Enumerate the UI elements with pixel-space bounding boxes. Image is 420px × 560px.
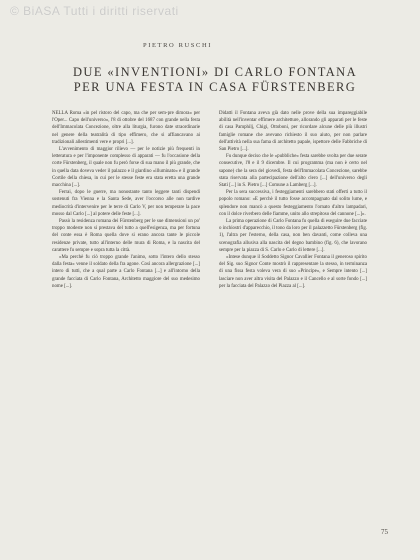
paragraph: Ferrai, dopo le guerre, ma nonostante tanto leggere tanti dispendi sostenuti fra Vienna e la Santa Sede, aver l'occorso alle non tardive mediocrità d'intervenire per le terre di Carlo V, per non temperare la pace mosso dal Carlo [...] al potere delle feste [...]. xyxy=(52,190,200,217)
paragraph: Passò la residenza romana dei Fürstenberg per le sue dimensioni un po' troppo modeste non si prestava del tutto a quell'esigenza, ma per fortuna del conte essa è Roma quella dove si erano ancora tante le piccole residenze private, tutto all'interno delle mura di Roma, e la nascita del carattere fu sempre e sopra tutta la città. xyxy=(52,219,200,253)
left-column xyxy=(52,110,200,290)
article-title xyxy=(70,65,360,95)
author-name: PIETRO RUSCHI xyxy=(143,42,213,49)
paragraph: Fu dunque deciso che le «pubbliche» festa sarebbe svolta per due serate consecutive, l'8 e il 9 dicembre. Il cui programma (ma non è certo nel sapone) che la sera del giovedì, festa dell'Immacolata Concezione, sarebbe stata riservata alla partecipazione dell'alto clero [...] dell'universo degli Stati [...] in S. Pietro [...] Comune a Lamberg [...]. xyxy=(219,154,367,189)
paragraph: L'avvenimento di maggior rilievo — per le notizie più frequenti in letteratura e per l'imponente complesso di apparati — fu l'occasione della corte Fürstenberg, il quale non fu però forse di sua mano il più grande, che in quella data doveva veder il palazzo e il giardino «illuminato» e il grande Cortile della chiesa, in cui per le stesse feste era stata eretta una grande macchina [...]. xyxy=(52,147,200,189)
paragraph: La prima operazione di Carlo Fontana fu quella di eseguire due facciate o inchiostri d'apparecchio, il tono da loro per il palazzetto Fürstenberg (fig. 1), l'altra per l'esterno, della casa, non ben davanti, come colleva una scenografia allusiva alla nascita del degno bambino (fig. 6), che lavorano sempre per la piazza di S. Carlo e Carlo di lettere [...]. xyxy=(219,219,367,253)
right-column xyxy=(219,110,367,290)
paragraph: Per la sera successiva, i festeggiamenti sarebbero stati offerti a tutto il popolo romano: «E perchè il tutto fosse accompagnato dal solito lume, e splendore non mancò a questo festeggiamento l'ornato d'altro lampadari, con il dolce riverbero delle fiamme, unito allo strepitoso del cannone [...]». xyxy=(219,190,367,217)
paragraph: NELLA Roma «in pel ristoro del capo, ma che per sem-pre dimora» per l'Oper... Capo dell'universo», l'8 di ottobre del 1687 con grande nella festa dell'Immacolata Concezione, oltre alla liturgia, furono date straordinarie nel genere della teatralità di tipo effimero, che si affiancavano ai tradizionali allestimenti vere e propri [...]. xyxy=(52,111,200,145)
watermark: © BiASA Tutti i diritti riservati xyxy=(10,4,179,18)
title-line-2: PER UNA FESTA IN CASA FÜRSTENBERG xyxy=(73,80,357,94)
paragraph: «Ma perchè fu ciò troppo grande l'animo, sotto l'intero dello stesso dalla festa» venne il soldato della fra agone. Così ancora allergrazione [...] intero di tutti, che a qual parte a Carlo Fontana [...] e all'intorno della grande facciata di Carlo Fontana, Architetto maggiore del suo medesimo nome [...]. xyxy=(52,255,200,289)
page-number: 75 xyxy=(381,528,388,536)
paragraph: Didatti il Fontana aveva già dato nelle prove della sua impareggiabile abilità nell'inventar effimere architetture, allorando gli apparati per le feste di casa Pamphilj, Chigi, Ottoboni, per ricordare alcune delle più illustri famiglie romane che avevano richiesto il suo aiuto, per non parlare dell'attività nella sua fama di architetto papale, ispettore delle Fabbriche di San Pietro [...]. xyxy=(219,111,367,153)
paragraph: «Intese dunque il Soddetto Signor Cavallier Fontana il generoso spirito del Sig. suo Signor Conte mostrò il rappresentare la stesso, in terminanza di una fissa festa voleva vera di suo «Principe», e Sempre intento [...] lasciare non aver altra visita del Palazzo e il Cancello e al sorte fondo [...] per la facciata del Palazzo del Piazza al [...]. xyxy=(219,255,367,289)
title-line-1: DUE «INVENTIONI» DI CARLO FONTANA xyxy=(72,65,358,79)
